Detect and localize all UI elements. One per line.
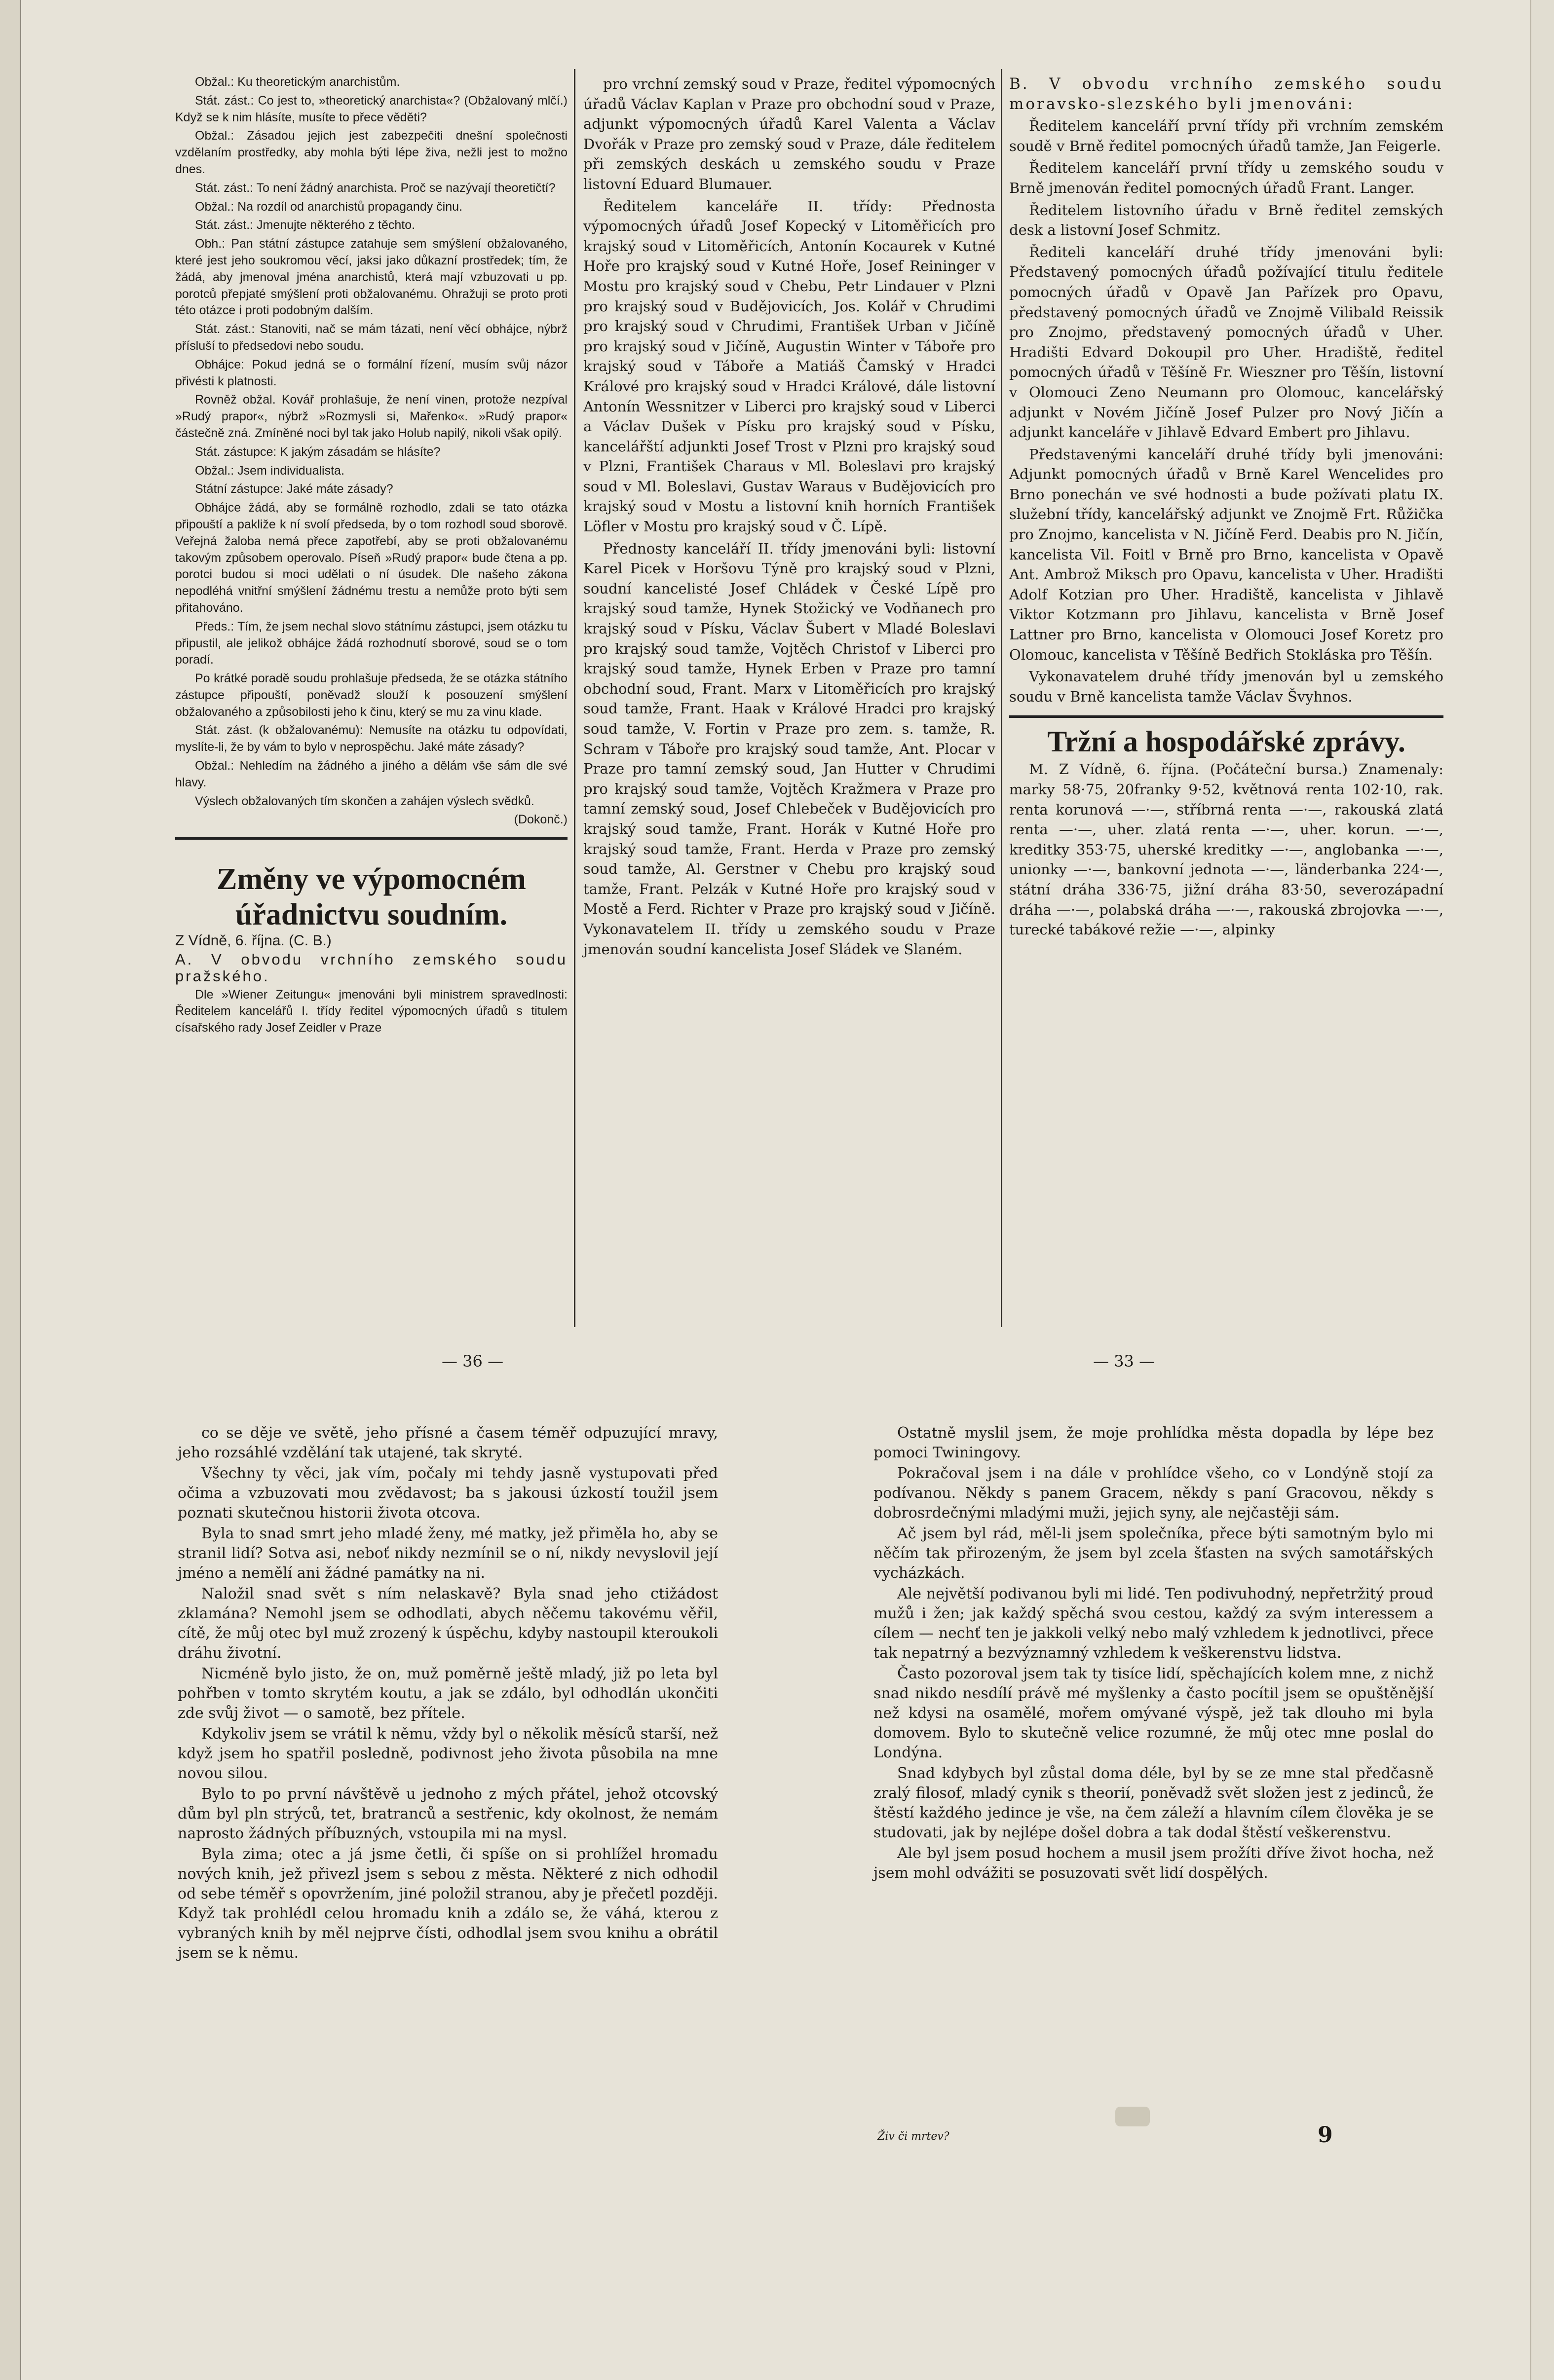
article-headline: Změny ve výpomocném úřadnictvu soudním. bbox=[217, 862, 526, 932]
paragraph: co se děje ve světě, jeho přísné a časem téměř odpuzující mravy, jeho rozsáhlé vzdělání tak utajené, tak skryté. bbox=[178, 1424, 718, 1461]
section-heading: B. V obvodu vrchního zemského soudu moravsko-slezského byli jmenováni: bbox=[1009, 75, 1443, 113]
divider bbox=[175, 837, 568, 840]
paragraph: Ale byl jsem posud hochem a musil jsem prožíti dříve život hocha, než jsem mohl odvážiti se posuzovati svět lidí dospělých. bbox=[873, 1845, 1434, 1882]
paragraph: pro vrchní zemský soud v Praze, ředitel výpomocných úřadů Václav Kaplan v Praze pro obchodní soud v Praze, adjunkt výpomocných úřadů Karel Valenta a Václav Dvořák v Praze pro zemský soud v Praze, dále ředitelem při zemských deskách u zemského soudu v Praze listovní Eduard Blumauer. bbox=[583, 75, 995, 192]
newspaper-column-2 bbox=[583, 74, 995, 961]
paragraph: Ač jsem byl rád, měl-li jsem společníka, přece býti samotným bylo mi něčím tak přirozeným, že jsem byl zcela šťasten na svých samotářských vycházkách. bbox=[873, 1525, 1434, 1582]
article-headline: Tržní a hospodářské zprávy. bbox=[1047, 725, 1405, 758]
paragraph: Státní zástupce: Jaké máte zásady? bbox=[195, 482, 393, 496]
paragraph: Ale největší podivanou byli mi lidé. Ten podivuhodný, nepřetržitý proud mužů i žen; jak každý spěchá svou cestou, každý za svým interessem a cílem — nechť ten je jakkoli velký nebo malý vzhledem k jednotlivci, přece tak nepatrný a bezvýznamný vzhledem k veškerenstvu lidstva. bbox=[873, 1585, 1434, 1662]
paragraph: Obžal.: Ku theoretickým anarchistům. bbox=[195, 75, 400, 89]
paragraph: Naložil snad svět s ním nelaskavě? Byla snad jeho ctižádost zklamána? Nemohl jsem se odhodlati, abych něčemu takovému věřil, cítě, že můj otec byl muž zrozený k úspěchu, kdyby nastoupil kteroukoli dráhu životní. bbox=[178, 1585, 718, 1662]
paragraph: Obžal.: Zásadou jejich jest zabezpečiti dnešní společnosti vzdělaním prostředky, aby mohla býti lépe živa, nežli jest to možno dnes. bbox=[175, 129, 568, 176]
page-folio-left: — 36 — bbox=[442, 1352, 504, 1371]
paragraph: Obžal.: Nehledím na žádného a jiného a dělám vše sám dle své hlavy. bbox=[175, 759, 568, 789]
paragraph: Ředitelem kanceláří první třídy u zemského soudu v Brně jmenován ředitel pomocných úřadů Frant. Langer. bbox=[1009, 159, 1443, 196]
paragraph: Obh.: Pan státní zástupce zatahuje sem smýšlení obžalovaného, které jest jeho soukromou věcí, jaksi jako důkazní prostředek; tím, že žádá, aby jmenoval jména anarchistů, která mají vzbuzovati u pp. porotců přepjaté smýšlení proti obžalovanému. Ohražuji se proto proti této otázce i proti podobným dalším. bbox=[175, 237, 568, 318]
paragraph: Obžal.: Jsem individualista. bbox=[195, 463, 344, 478]
paragraph: Obhájce: Pokud jedná se o formální řízení, musím svůj názor přivésti k platnosti. bbox=[175, 357, 568, 388]
paragraph: Snad kdybych byl zůstal doma déle, byl by se ze mne stal předčasně zralý filosof, mladý cynik s theorií, poněvadž svět složen jest z jedinců, že štěstí každého jedince je vše, na čem záleží a hlavním cílem člověka je se studovati, jak by nejlépe došel dobra a tak dodal štěstí veškerenstvu. bbox=[873, 1765, 1434, 1841]
paragraph: Obžal.: Na rozdíl od anarchistů propagandy činu. bbox=[195, 199, 462, 214]
paragraph: Často pozoroval jsem tak ty tisíce lidí, spěchajících kolem mne, z nichž snad nikdo nesdílí právě mé myšlenky a často pocítil jsem se opuštěnější než kdysi na osamělé, mořem omývané výspě, jež tak dlouho mi byla domovem. Bylo to skutečně velice rozumné, že můj otec mne poslal do Londýna. bbox=[873, 1665, 1434, 1761]
paragraph: Stát. zástupce: K jakým zásadám se hlásíte? bbox=[195, 445, 441, 459]
section-heading: A. V obvodu vrchního zemského soudu pražského. bbox=[175, 951, 568, 985]
paragraph: Stát. zást.: Jmenujte některého z těchto. bbox=[195, 218, 416, 232]
paragraph: Stát. zást.: To není žádný anarchista. Proč se nazývají theoretičtí? bbox=[195, 181, 556, 195]
paragraph: Ředitelem listovního úřadu v Brně ředitel zemských desk a listovní Josef Schmitz. bbox=[1009, 201, 1443, 239]
column-rule bbox=[574, 69, 575, 1327]
paragraph: Bylo to po první návštěvě u jednoho z mých přátel, jehož otcovský dům byl pln strýců, tet, bratranců a sestřenic, kdy okolnost, že nemám naprosto žádných příbuzných, vstoupila mi na mysl. bbox=[178, 1785, 718, 1842]
paragraph: Stát. zást.: Stanoviti, nač se mám tázati, není věcí obhájce, nýbrž přísluší to předsedovi nebo soudu. bbox=[175, 322, 568, 353]
divider bbox=[1009, 715, 1443, 718]
paragraph: Byla to snad smrt jeho mladé ženy, mé matky, jež přiměla ho, aby se stranil lidí? Sotva asi, neboť nikdy nezmínil se o ní, nikdy nevyslovil její jméno a nemělí ani žádné památky na ni. bbox=[178, 1525, 718, 1582]
paragraph: Představenými kanceláří druhé třídy byli jmenováni: Adjunkt pomocných úřadů v Brně Karel Wencelides pro Brno ponechán ve své hodnosti a bude požívati platu IX. služební třídy, kancelářský adjunkt ve Znojmě Frt. Růžička pro Znojmo, kancelista v N. Jičíně Ferd. Deabis pro N. Jičín, kancelista Vil. Foitl v Brně pro Brno, kancelista v Opavě Ant. Ambrož Miksch pro Opavu, kancelista v Uher. Hradišti Adolf Kotzian pro Uher. Hradiště, kancelista v Jihlavě Viktor Kotzmann pro Jihlavu, kancelista v Brně Josef Lattner pro Brno, kancelista v Olomouci Josef Koretz pro Olomouc, kancelista v Těšíně Bedřich Stokláska pro Těšín. bbox=[1009, 446, 1443, 663]
page-folio-right: — 33 — bbox=[1093, 1352, 1155, 1371]
column-rule bbox=[1001, 69, 1002, 1327]
dateline: Z Vídně, 6. října. (C. B.) bbox=[175, 932, 332, 949]
paragraph: Všechny ty věci, jak vím, počaly mi tehdy jasně vystupovati před očima a vzbuzovati mou zvědavost; ba s jakousi úzkostí toužil jsem poznati skutečnou historii života otcova. bbox=[178, 1465, 718, 1522]
book-page-left bbox=[178, 1423, 718, 1964]
continued-note: (Dokonč.) bbox=[514, 813, 568, 827]
paragraph: Ředitelem kanceláří první třídy při vrchním zemském soudě v Brně ředitel pomocných úřadů tamže, Jan Feigerle. bbox=[1009, 117, 1443, 154]
paragraph: Vykonavatelem druhé třídy jmenován byl u zemského soudu v Brně kancelista tamže Václav Švyhnos. bbox=[1009, 668, 1443, 705]
paragraph: Dle »Wiener Zeitungu« jmenováni byli ministrem spravedlnosti: Ředitelem kancelářů I. třídy ředitel výpomocných úřadů s titulem císařského rady Josef Zeidler v Praze bbox=[175, 987, 568, 1035]
paragraph: Nicméně bylo jisto, že on, muž poměrně ještě mladý, již po leta byl pohřben v tomto skrytém koutu, a jak se zdálo, byl odhodlán ukončiti zde svůj život — o samotě, bez přítele. bbox=[178, 1665, 718, 1722]
paragraph: Kdykoliv jsem se vrátil k němu, vždy byl o několik měsíců starší, než když jsem ho spatřil posledně, podivnost jeho života působila na mne novou silou. bbox=[178, 1725, 718, 1782]
paragraph: Řediteli kanceláří druhé třídy jmenováni byli: Představený pomocných úřadů požívající titulu ředitele pomocných úřadů v Opavě Jan Pařízek pro Opavu, představený pomocných úřadů ve Znojmě Vilibald Reissik pro Znojmo, představený pomocných úřadů v Uher. Hradišti Edvard Dokoupil pro Uher. Hradiště, ředitel pomocných úřadů v Těšíně Fr. Wieszner pro Těšín, listovní v Olomouci Zeno Neumann pro Olomouc, kancelářský adjunkt v Novém Jičíně Josef Pulzer pro Nový Jičín a adjunkt kanceláře v Jihlavě Edvard Embert pro Jihlavu. bbox=[1009, 243, 1443, 441]
newspaper-column-1 bbox=[175, 74, 568, 1039]
paragraph: Byla zima; otec a já jsme četli, či spíše on si prohlížel hromadu nových knih, jež přivezl jsem s sebou z města. Některé z nich odhodil od sebe téměř s opovržením, jiné položil stranou, aby je přečetl později. Když tak prohlédl celou hromadu knih a zdálo se, že váhá, kterou z vybraných knih by měl nejprve čísti, odhodlal jsem svou knihu a obrátil jsem se k němu. bbox=[178, 1846, 718, 1962]
newspaper-column-3 bbox=[1009, 74, 1443, 942]
paragraph: Výslech obžalovaných tím skončen a zahájen výslech svědků. bbox=[195, 794, 534, 808]
paragraph: Pokračoval jsem i na dále v prohlídce všeho, co v Londýně stojí za podívanou. Někdy s panem Gracem, někdy s paní Gracovou, někdy s dobrosrdečnými mladými muži, jejich syny, ale nejčastěji sám. bbox=[873, 1465, 1434, 1522]
page-edge bbox=[1530, 0, 1554, 2380]
paragraph: Ostatně myslil jsem, že moje prohlídka města dopadla by lépe bez pomoci Twiningovy. bbox=[873, 1424, 1434, 1461]
paragraph: Ředitelem kanceláře II. třídy: Přednosta výpomocných úřadů Josef Kopecký v Litoměřicích pro krajský soud v Litoměřicích, Antonín Kocaurek v Kutné Hoře pro krajský soud v Kutné Hoře, Josef Reininger v Mostu pro krajský soud v Chebu, Petr Lindauer v Plzni pro krajský soud v Budějovicích, Jos. Kolář v Chrudimi pro krajský soud v Chrudimi, František Urban v Jičíně pro krajský soud v Jičíně, Augustin Winter v Táboře pro krajský soud v Táboře a Matiáš Čamský v Hradci Králové pro krajský soud v Hradci Králové, dále listovní Antonín Wessnitzer v Liberci pro krajský soud v Liberci a Václav Dušek v Písku pro krajský soud v Písku, kancelářští adjunkti Josef Trost v Plzni pro krajský soud v Plzni, František Charaus v Ml. Boleslavi pro krajský soud v Ml. Boleslavi, Gustav Waraus v Budějovicích pro krajský soud v Mostu a listovní knih horních František Löfler v Mostu pro krajský soud v Č. Lípě. bbox=[583, 197, 995, 535]
paragraph: Předs.: Tím, že jsem nechal slovo státnímu zástupci, jsem otázku tu připustil, ale jelikož obhájce žádá rozhodnutí sborové, soud se o tom poradí. bbox=[175, 619, 568, 667]
paragraph: Stát. zást. (k obžalovanému): Nemusíte na otázku tu odpovídati, myslíte-li, že by vám to bylo v neprospěchu. Jaké máte zásady? bbox=[175, 723, 568, 754]
book-page-right bbox=[873, 1423, 1434, 1884]
page-number: 9 bbox=[1318, 2122, 1333, 2148]
paragraph: Po krátké poradě soudu prohlašuje předseda, že se otázka státního zástupce připouští, poněvadž slouží k posouzení smýšlení obžalovaného a způsobilosti jeho k činu, který se mu za vinu klade. bbox=[175, 671, 568, 719]
paragraph: Přednosty kanceláří II. třídy jmenováni byli: listovní Karel Picek v Horšovu Týně pro krajský soud v Plzni, soudní kancelisté Josef Chládek v České Lípě pro krajský soud tamže, Hynek Stožický ve Vodňanech pro krajský soud v Písku, Václav Šubert v Mladé Boleslavi pro krajský soud tamže, Vojtěch Christof v Liberci pro krajský soud tamže, Hynek Erben v Praze pro tamní obchodní soud, Frant. Marx v Litoměřicích pro krajský soud tamže, Frant. Haak v Králové Hradci pro krajský soud tamže, V. Fortin v Praze pro zem. s. tamže, R. Schram v Táboře pro krajský soud tamže, Ant. Plocar v Praze pro tamní zemský soud, Jan Hutter v Chrudimi pro krajský soud tamže, Vojtěch Kražmera v Praze pro tamní zemský soud, Josef Chlebeček v Budějovicích pro krajský soud tamže, Frant. Horák v Kutné Hoře pro krajský soud tamže, Frant. Herda v Praze pro zemský soud tamže, Al. Gerstner v Chebu pro krajský soud tamže, Frant. Pelzák v Kutné Hoře pro krajský soud v Mostě a Ferd. Richter v Praze pro krajský soud v Jičíně. Vykonavatelem II. třídy u zemského soudu v Praze jmenován soudní kancelista Josef Sládek ve Slaném. bbox=[583, 540, 995, 958]
market-report: M. Z Vídně, 6. října. (Počáteční bursa.) Znamenaly: marky 58·75, 20franky 9·52, květnová renta 102·10, rak. renta korunová —·—, stříbrná renta —·—, rakouská zlatá renta —·—, uher. zlatá renta —·—, uher. korun. —·—, kreditky 353·75, uherské kreditky —·—, anglobanka —·—, unionky —·—, bankovní jednota —·—, länderbanka 224·—, státní dráha 336·75, jižní dráha 83·50, severozápadní dráha —·—, polabská dráha —·—, rakouská zbrojovka —·—, turecké tabákové režie —·—, alpinky bbox=[1009, 761, 1443, 938]
paragraph: Obhájce žádá, aby se formálně rozhodlo, zdali se tato otázka připouští a pakliže k ní svolí předseda, by o tom rozhodl soud sborově. Veřejná žaloba nemá přece zapotřebí, aby se proti obžalovanému takovým způsobem operovalo. Píseň »Rudý prapor« bude čtena a pp. porotci budou si moci udělati o ní úsudek. Dle našeho zákona nepodléhá vnitřní smýšlení žádnému trestu a nemůže proto býti sem přitahováno. bbox=[175, 501, 568, 615]
trial-transcript bbox=[175, 74, 568, 828]
binding-edge bbox=[0, 0, 21, 2380]
paragraph: Stát. zást.: Co jest to, »theoretický anarchista«? (Obžalovaný mlčí.) Když se k nim hlásíte, musíte to přece věděti? bbox=[175, 93, 568, 124]
signature-mark: Živ či mrtev? bbox=[877, 2130, 949, 2143]
paragraph: Rovněž obžal. Kovář prohlašuje, že není vinen, protože nezpíval »Rudý prapor«, nýbrž »Rozmysli si, Mařenko«. »Rudý prapor« částečně zná. Zmíněné noci byl tak jako Holub napilý, nikoli však opilý. bbox=[175, 393, 568, 440]
paper-stain bbox=[1115, 2107, 1150, 2126]
